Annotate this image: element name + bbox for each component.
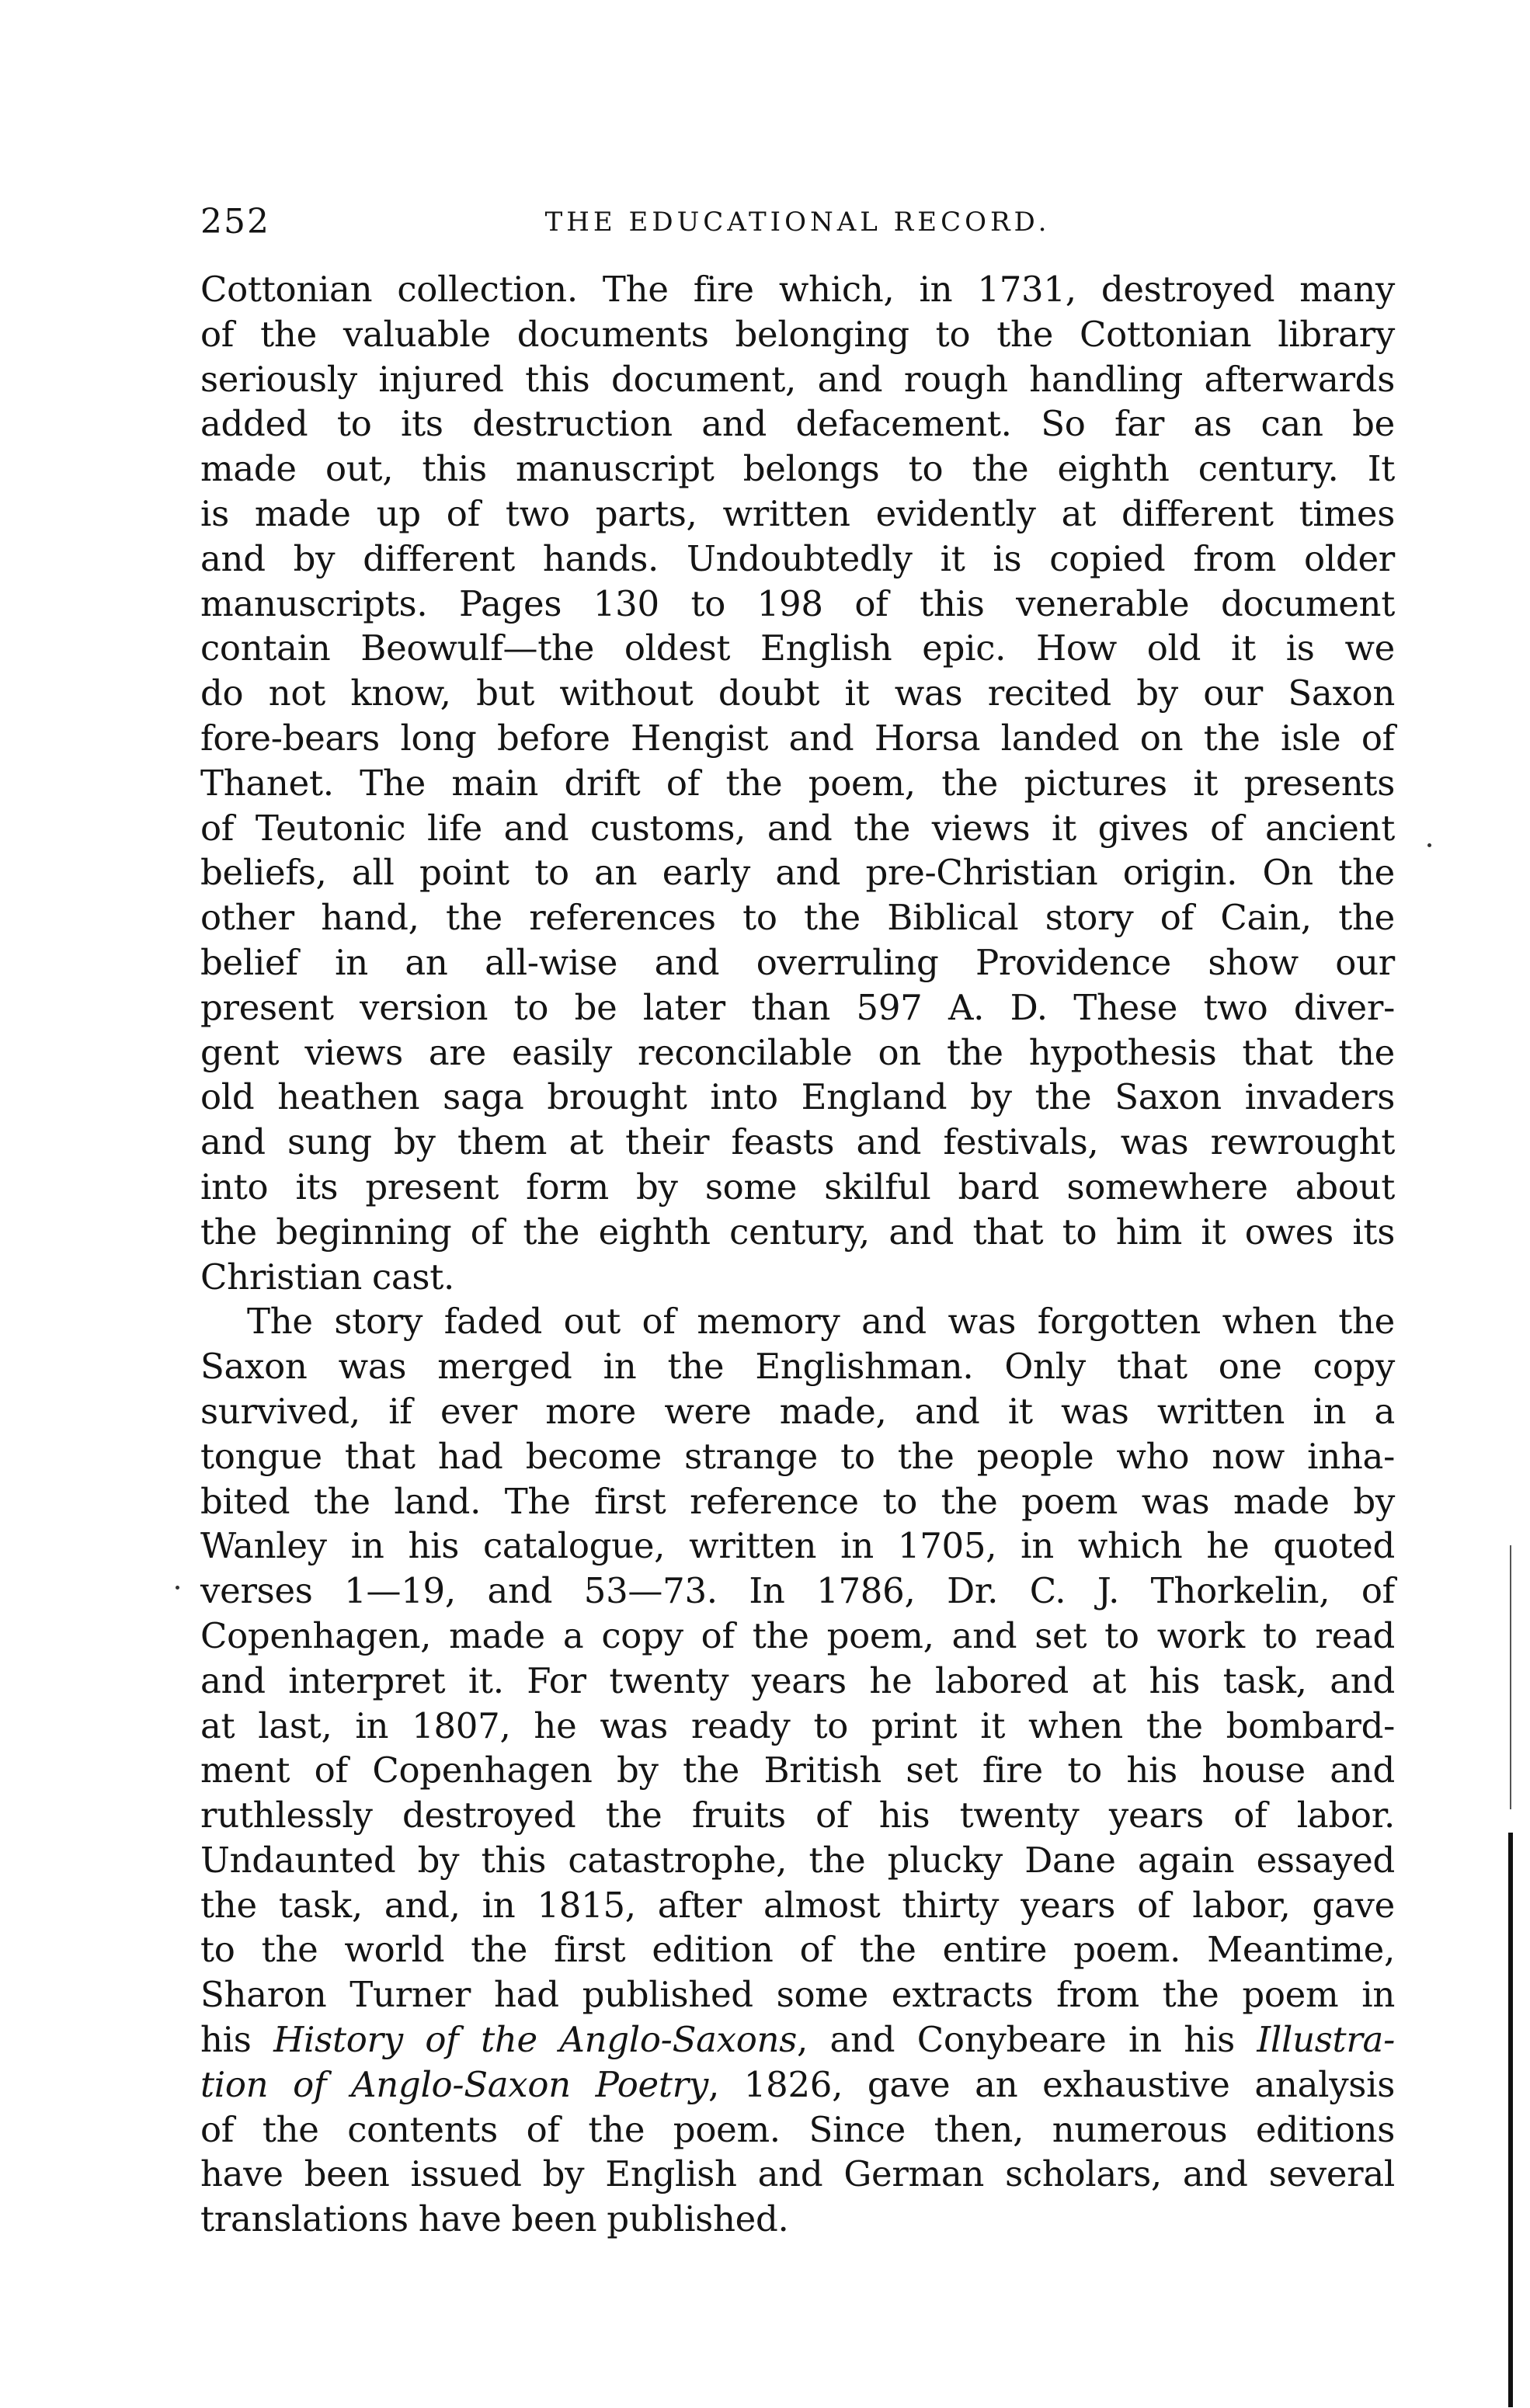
ink-speck [176,1586,179,1590]
text-run: beliefs, all point to an early and pre-Christian origin. On the [200,852,1395,894]
text-run: , and Conybeare in his [797,2019,1257,2061]
text-run: Christian cast. [200,1256,455,1298]
text-run: verses 1—19, and 53—73. In 1786, Dr. C. J. Thorkelin, of [200,1570,1395,1612]
text-run: and by different hands. Undoubtedly it is copied from older [200,537,1395,579]
text-line [200,940,1395,985]
text-line [200,2197,1395,2242]
text-run: belief in an all-wise and overruling Providence show our [200,941,1395,983]
text-line [200,582,1395,627]
text-line [200,1210,1395,1255]
text-line [200,895,1395,940]
running-head: THE EDUCATIONAL RECORD. [544,207,1051,238]
text-run: have been issued by English and German scholars, and several [200,2153,1395,2195]
text-line [200,1704,1395,1749]
text-line [200,1524,1395,1569]
text-line [200,1120,1395,1165]
text-run: of the contents of the poem. Since then, numerous editions [200,2108,1395,2150]
text-run: his [200,2019,274,2061]
ink-speck [1427,843,1431,847]
text-line [200,1927,1395,1972]
text-line [200,1748,1395,1793]
text-run: tongue that had become strange to the people who now inha- [200,1435,1395,1477]
text-line [200,806,1395,851]
text-line [200,1075,1395,1120]
text-run: made out, this manuscript belongs to the eighth century. It [200,448,1395,490]
text-run: is made up of two parts, written evidently at different times [200,492,1395,534]
italic-title: tion of Anglo-Saxon Poetry [200,2063,709,2105]
text-run: other hand, the references to the Biblical story of Cain, the [200,897,1395,939]
text-line [200,1255,1395,1300]
text-run: fore-bears long before Hengist and Horsa landed on the isle of [200,717,1395,759]
text-run: of Teutonic life and customs, and the views it gives of ancient [200,807,1395,849]
text-run: old heathen saga brought into England by the Saxon invaders [200,1076,1395,1118]
text-line [200,2062,1395,2107]
text-run: survived, if ever more were made, and it was written in a [200,1390,1395,1432]
text-line [200,1030,1395,1075]
text-run: The story faded out of memory and was forgotten when the [247,1301,1395,1343]
text-run: into its present form by some skilful bard somewhere about [200,1166,1395,1207]
text-line [200,1299,1395,1344]
text-line [200,2107,1395,2153]
text-line [200,1479,1395,1524]
text-line [200,1659,1395,1704]
page-number: 252 [200,202,270,241]
text-run: seriously injured this document, and rough handling afterwards [200,358,1395,400]
text-run: translations have been published. [200,2198,789,2240]
text-run: gent views are easily reconcilable on the hypothesis that the [200,1031,1395,1073]
text-line [200,671,1395,716]
text-run: added to its destruction and defacement. So far as can be [200,403,1395,445]
text-run: do not know, but without doubt it was recited by our Saxon [200,672,1395,714]
text-line [200,1389,1395,1434]
text-line [200,267,1395,312]
page-header [200,199,1395,245]
text-run: Sharon Turner had published some extracts from the poem in [200,1974,1395,2016]
text-line [200,447,1395,492]
text-line [200,1344,1395,1389]
text-run: manuscripts. Pages 130 to 198 of this venerable document [200,582,1395,624]
margin-rule-thin [1510,1545,1511,1809]
text-run: Thanet. The main drift of the poem, the pictures it presents [200,762,1395,804]
italic-title: History of the Anglo-Saxons [273,2019,797,2061]
text-line [200,761,1395,806]
text-line [200,1972,1395,2017]
text-line [200,1434,1395,1479]
text-run: , 1826, gave an exhaustive analysis [708,2063,1395,2105]
body-text [200,267,1395,2242]
text-run: Cottonian collection. The fire which, in 1731, destroyed many [200,269,1395,310]
text-run: present version to be later than 597 A. D. These two diver- [200,986,1395,1028]
text-line [200,1793,1395,1838]
text-run: and sung by them at their feasts and festivals, was rewrought [200,1121,1395,1163]
text-run: the task, and, in 1815, after almost thirty years of labor, gave [200,1884,1395,1926]
text-run: contain Beowulf—the oldest English epic. How old it is we [200,627,1395,669]
text-line [200,492,1395,537]
text-line [200,537,1395,582]
text-line [200,716,1395,761]
text-run: Saxon was merged in the Englishman. Only that one copy [200,1346,1395,1388]
italic-title: Illustra- [1257,2019,1395,2061]
text-run: ruthlessly destroyed the fruits of his twenty years of labor. [200,1795,1395,1836]
text-run: the beginning of the eighth century, and that to him it owes its [200,1211,1395,1253]
text-line [200,2152,1395,2197]
text-line [200,850,1395,895]
text-run: of the valuable documents belonging to the Cottonian library [200,313,1395,355]
text-line [200,401,1395,447]
text-line [200,626,1395,671]
text-line [200,1165,1395,1210]
text-run: ment of Copenhagen by the British set fire to his house and [200,1750,1395,1791]
text-line [200,2017,1395,2062]
text-run: Copenhagen, made a copy of the poem, and set to work to read [200,1614,1395,1656]
text-line [200,985,1395,1030]
text-line [200,1838,1395,1883]
margin-rule [1508,1833,1513,2407]
text-line [200,357,1395,402]
text-run: Undaunted by this catastrophe, the plucky Dane again essayed [200,1839,1395,1881]
text-run: and interpret it. For twenty years he labored at his task, and [200,1659,1395,1701]
text-run: Wanley in his catalogue, written in 1705, in which he quoted [200,1525,1395,1567]
text-line [200,312,1395,357]
text-run: to the world the first edition of the entire poem. Meantime, [200,1929,1395,1971]
text-line [200,1614,1395,1659]
text-line [200,1883,1395,1928]
text-run: at last, in 1807, he was ready to print it when the bombard- [200,1704,1395,1746]
text-line [200,1569,1395,1614]
text-run: bited the land. The first reference to the poem was made by [200,1480,1395,1522]
